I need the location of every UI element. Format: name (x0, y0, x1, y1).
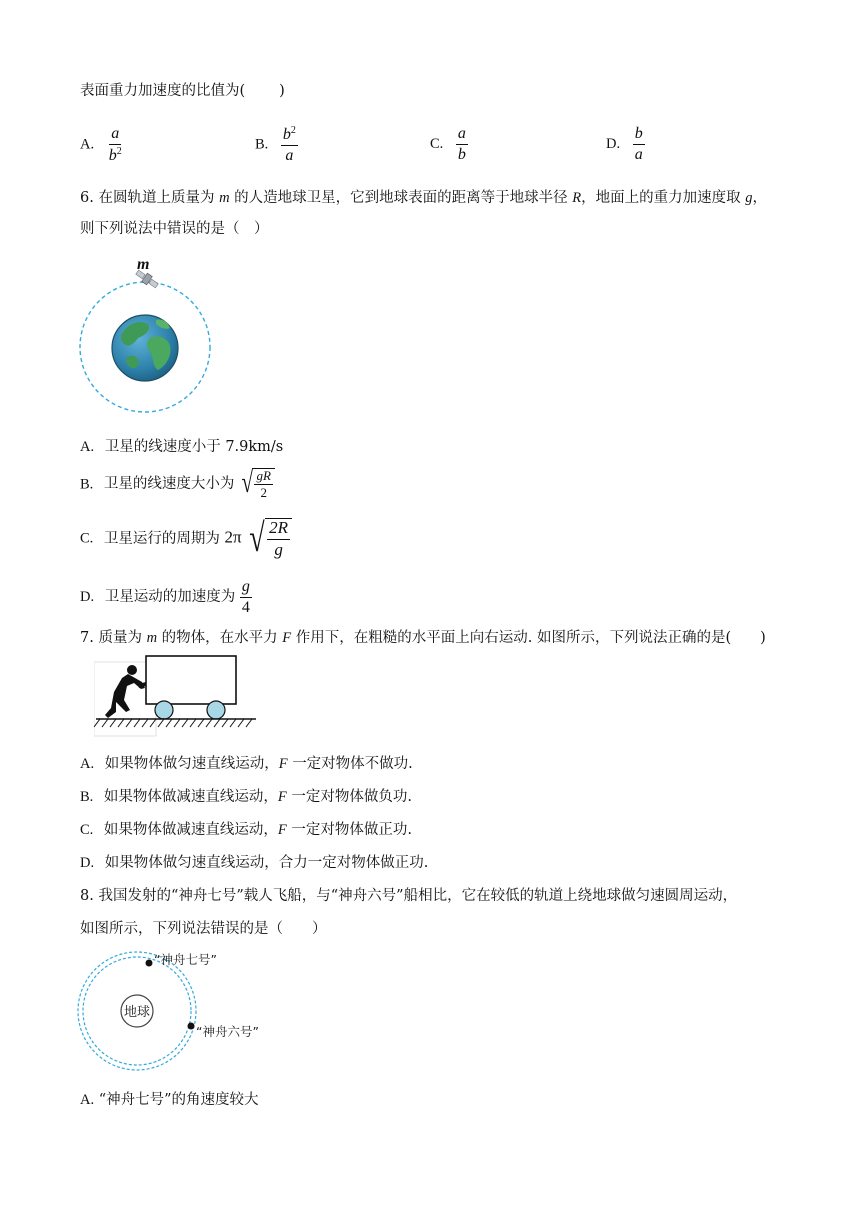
numerator: 2R (267, 519, 290, 540)
option-label: A. (80, 439, 95, 455)
option-label: D. (80, 855, 95, 871)
fraction (107, 125, 124, 164)
option-text: “神舟七号”的角速度较大 (98, 1092, 259, 1108)
option-label: B. (80, 789, 94, 805)
option-text: 卫星运动的加速度为 (104, 589, 236, 606)
option-label: C. (430, 136, 444, 153)
q5-option-d[interactable] (606, 125, 645, 163)
satellite-mass-label: m (137, 256, 150, 273)
q5-stem-tail (80, 79, 285, 100)
option-label: A. (80, 136, 95, 153)
denominator: a (634, 145, 643, 163)
shenzhou7-dot (146, 960, 153, 967)
sqrt-expression: √ $\frac{gR}{2}$ (239, 468, 275, 501)
var-f: F (277, 822, 287, 838)
option-text: 如果物体做匀速直线运动，合力一定对物体做正功. (104, 855, 429, 871)
stem-text: 的物体，在水平力 (161, 630, 278, 646)
denominator: 4 (241, 598, 250, 616)
var-m: m (219, 190, 230, 206)
fraction (240, 578, 252, 616)
denominator: b (457, 145, 466, 163)
earth-globe (112, 315, 178, 381)
earth-label: 地球 (123, 1005, 151, 1020)
numerator: gR (254, 469, 272, 485)
fraction (456, 125, 468, 163)
fraction (267, 519, 290, 559)
var-g: g (745, 190, 753, 206)
numerator: b (282, 126, 291, 143)
option-label: D. (606, 136, 621, 153)
q5-stem-close: ) (279, 83, 285, 99)
shenzhou6-dot (188, 1023, 195, 1030)
var-m: m (146, 630, 158, 646)
cart-wheel (155, 701, 173, 719)
satellite-orbit-figure (78, 252, 216, 416)
spacecraft-orbits-figure (76, 946, 276, 1076)
person-pushing-icon (105, 665, 146, 718)
numerator: a (111, 125, 120, 142)
numerator: g (240, 578, 252, 598)
var-f: F (282, 630, 292, 646)
q6-stem-line2 (80, 217, 269, 238)
stem-text: 的人造地球卫星，它到地球表面的距离等于地球半径 (234, 190, 568, 206)
denominator: a (285, 146, 294, 164)
q5-option-b[interactable] (255, 125, 298, 164)
q7-option-d[interactable] (80, 851, 428, 872)
var-r: R (572, 190, 582, 206)
q6-option-b[interactable] (80, 468, 275, 501)
q7-stem (80, 626, 766, 647)
stem-text: 7. 质量为 (80, 630, 142, 646)
option-label: B. (80, 476, 94, 493)
exponent: 2 (116, 145, 122, 157)
q5-stem-text: 表面重力加速度的比值为( (80, 83, 246, 99)
option-text: 卫星运行的周期为 (103, 530, 220, 547)
q6-stem-line1 (80, 186, 767, 207)
q6-option-d[interactable] (80, 578, 252, 616)
stem-text: 作用下，在粗糙的水平面上向右运动. 如图所示，下列说法正确的是( ) (295, 630, 766, 646)
fraction (254, 469, 272, 501)
stem-text: ， (752, 190, 767, 206)
q6-option-c[interactable] (80, 515, 292, 560)
stem-text: 如图所示，下列说法错误的是（ ） (80, 921, 327, 937)
option-label: A. (80, 756, 95, 772)
option-text: 一定对物体做负功. (291, 789, 412, 805)
option-text: 一定对物体不做功. (292, 756, 413, 772)
cart-body (146, 656, 236, 704)
var-f: F (277, 789, 287, 805)
var-f: F (278, 756, 288, 772)
numerator: a (457, 125, 466, 142)
shenzhou6-label: “神舟六号” (196, 1024, 259, 1039)
q8-option-a[interactable] (80, 1088, 259, 1109)
numerator: b (634, 125, 643, 142)
fraction (281, 125, 298, 164)
exponent: 2 (290, 125, 296, 136)
option-text: 卫星的线速度小于 7.9km/s (104, 439, 284, 455)
stem-text: 8. 我国发射的“神舟七号”载人飞船，与“神舟六号”船相比，它在较低的轨道上绕地球做匀速圆周运动， (80, 888, 738, 904)
q8-stem-line1 (80, 884, 737, 905)
cart-push-figure (94, 652, 262, 738)
option-text: 如果物体做匀速直线运动， (104, 756, 279, 772)
option-label: A. (80, 1092, 95, 1108)
option-text: 如果物体做减速直线运动， (103, 822, 278, 838)
denominator: g (274, 539, 283, 559)
q7-option-c[interactable] (80, 818, 412, 839)
option-label: B. (255, 136, 269, 153)
sqrt-expression: √ $\frac{2R}{g}$ (246, 518, 292, 559)
stem-text: 则下列说法中错误的是（ ） (80, 221, 269, 237)
option-label: C. (80, 822, 94, 838)
q7-option-b[interactable] (80, 785, 412, 806)
fraction (633, 125, 645, 163)
q5-option-a[interactable] (80, 125, 124, 164)
denominator: b (108, 146, 117, 164)
q6-option-a[interactable] (80, 435, 283, 456)
option-label: C. (80, 530, 94, 547)
q8-stem-line2 (80, 917, 327, 938)
shenzhou7-label: “神舟七号” (154, 952, 217, 967)
q7-option-a[interactable] (80, 752, 413, 773)
stem-text: 6. 在圆轨道上质量为 (80, 190, 215, 206)
denominator: 2 (260, 485, 267, 501)
q5-option-c[interactable] (430, 125, 468, 163)
option-text: 一定对物体做正功. (291, 822, 412, 838)
stem-text: ，地面上的重力加速度取 (581, 190, 741, 206)
option-text: 如果物体做减速直线运动， (103, 789, 278, 805)
ground-hatching (94, 719, 252, 727)
cart-wheel (207, 701, 225, 719)
coefficient: 2π (224, 527, 242, 547)
option-text: 卫星的线速度大小为 (103, 476, 235, 493)
option-label: D. (80, 589, 95, 606)
